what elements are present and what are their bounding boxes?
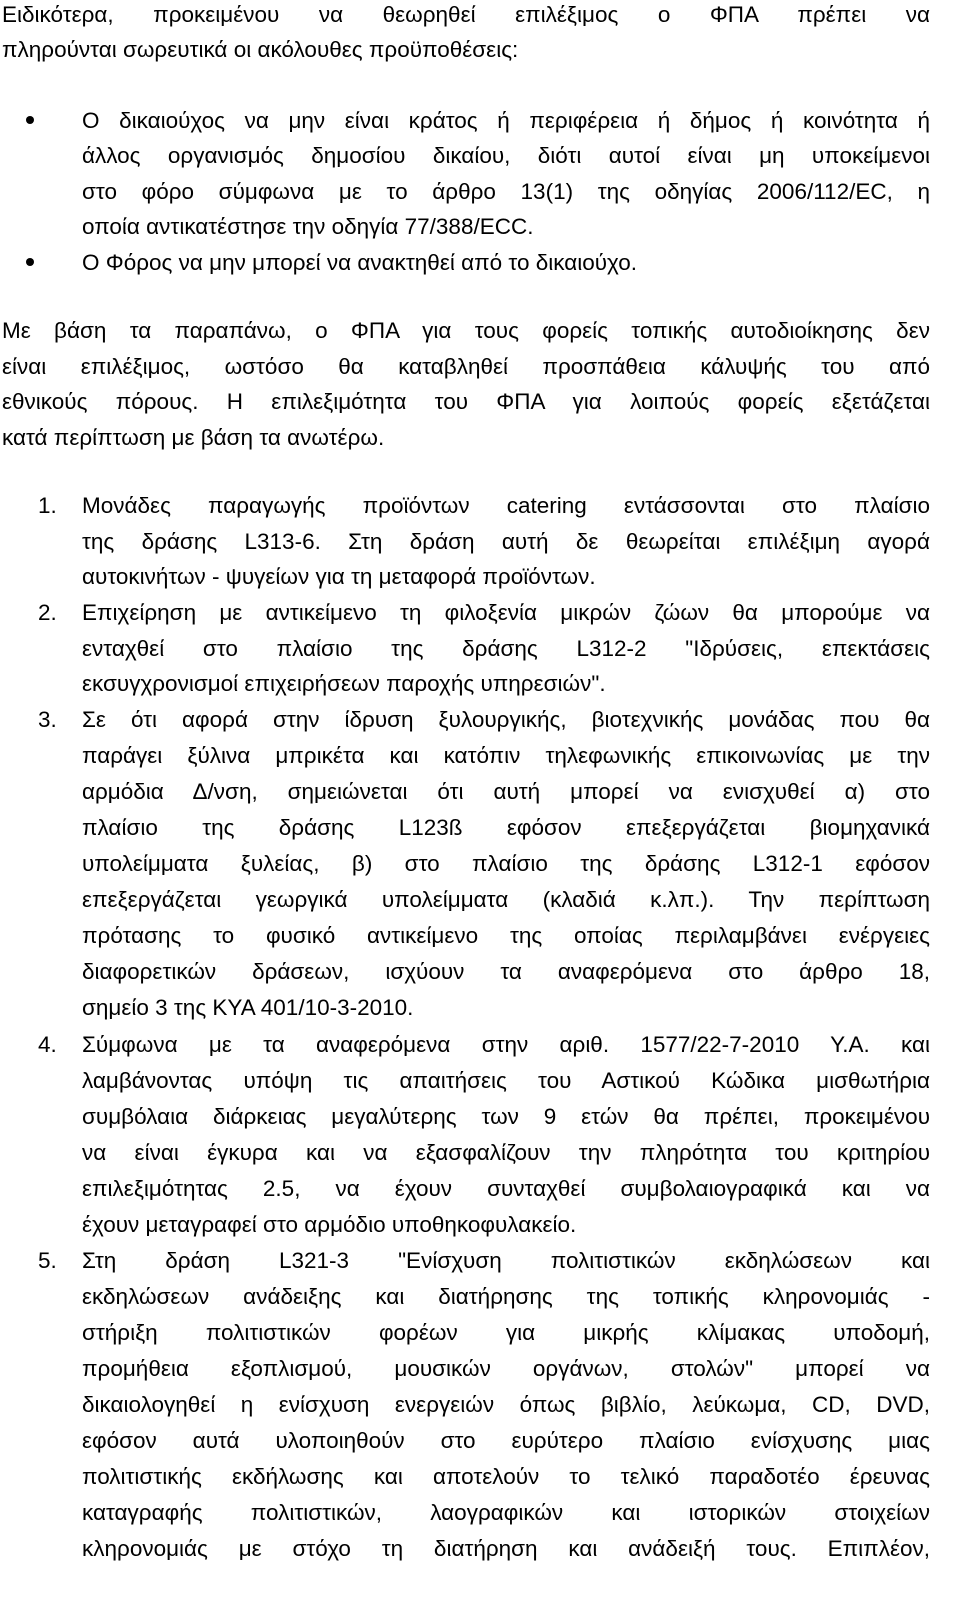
text-line: είναι επιλέξιμος, ωστόσο θα καταβληθεί προσπάθεια κάλυψής του από [2,354,930,379]
text-line: εθνικούς πόρους. Η επιλεξιμότητα του ΦΠΑ για λοιπούς φορείς εξετάζεται [2,389,930,414]
text-line: πρότασης το φυσικό αντικείμενο της οποίας περιλαμβάνει ενέργειες [82,923,930,948]
text-line: ενταχθεί στο πλαίσιο της δράσης L312-2 "Ιδρύσεις, επεκτάσεις [82,636,930,661]
text-line: Σύμφωνα με τα αναφερόμενα στην αριθ. 1577/22-7-2010 Υ.Α. και [82,1032,930,1057]
text-line: Με βάση τα παραπάνω, ο ΦΠΑ για τους φορείς τοπικής αυτοδιοίκησης δεν [2,318,930,343]
text-line: στο φόρο σύμφωνα με το άρθρο 13(1) της οδηγίας 2006/112/ΕC, η [82,179,930,204]
text-line: καταγραφής πολιτιστικών, λαογραφικών και ιστορικών στοιχείων [82,1500,930,1525]
text-line: αυτοκινήτων - ψυγείων για τη μεταφορά προϊόντων. [82,564,596,589]
text-line: πολιτιστικής εκδήλωσης και αποτελούν το τελικό παραδοτέο έρευνας [82,1464,930,1489]
text-line: επιλεξιμότητας 2.5, να έχουν συνταχθεί συμβολαιογραφικά και να [82,1176,930,1201]
text-line: Μονάδες παραγωγής προϊόντων catering εντάσσονται στο πλαίσιο [82,493,930,518]
text-line: να είναι έγκυρα και να εξασφαλίζουν την πληρότητα του κριτηρίου [82,1140,930,1165]
item-number: 1. [38,493,57,518]
text-line: κληρονομιάς με στόχο τη διατήρηση και ανάδειξή τους. Επιπλέον, [82,1536,930,1561]
text-line: λαμβάνοντας υπόψη τις απαιτήσεις του Αστικού Κώδικα μισθωτήρια [82,1068,930,1093]
text-line: σημείο 3 της ΚΥΑ 401/10-3-2010. [82,995,414,1020]
item-number: 2. [38,600,57,625]
text-line: της δράσης L313-6. Στη δράση αυτή δε θεωρείται επιλέξιμη αγορά [82,529,930,554]
text-line: Ειδικότερα, προκειμένου να θεωρηθεί επιλέξιμος ο ΦΠΑ πρέπει να [2,2,930,27]
text-line: εκδηλώσεων ανάδειξης και διατήρησης της τοπικής κληρονομιάς - [82,1284,930,1309]
text-line: άλλος οργανισμός δημοσίου δικαίου, διότι αυτοί είναι μη υποκείμενοι [82,143,930,168]
text-line: Σε ότι αφορά στην ίδρυση ξυλουργικής, βιοτεχνικής μονάδας που θα [82,707,930,732]
text-line: κατά περίπτωση με βάση τα ανωτέρω. [2,425,385,450]
item-number: 5. [38,1248,57,1273]
text-line: Στη δράση L321-3 "Ενίσχυση πολιτιστικών εκδηλώσεων και [82,1248,930,1273]
text-line: επεξεργάζεται γεωργικά υπολείμματα (κλαδιά κ.λπ.). Την περίπτωση [82,887,930,912]
text-line: Ο Φόρος να μην μπορεί να ανακτηθεί από το δικαιούχο. [82,250,638,275]
text-line: αρμόδια Δ/νση, σημειώνεται ότι αυτή μπορεί να ενισχυθεί α) στο [82,779,930,804]
item-number: 4. [38,1032,57,1057]
text-line: έχουν μεταγραφεί στο αρμόδιο υποθηκοφυλακείο. [82,1212,577,1237]
text-line: στήριξη πολιτιστικών φορέων για μικρής κλίμακας υποδομή, [82,1320,930,1345]
item-number: 3. [38,707,57,732]
text-line: πλαίσιο της δράσης L123ß εφόσον επεξεργάζεται βιομηχανικά [82,815,930,840]
text-line: Επιχείρηση με αντικείμενο τη φιλοξενία μικρών ζώων θα μπορούμε να [82,600,930,625]
text-line: παράγει ξύλινα μπρικέτα και κατόπιν τηλεφωνικής επικοινωνίας με την [82,743,930,768]
text-line: εκσυγχρονισμοί επιχειρήσεων παροχής υπηρεσιών". [82,671,606,696]
text-line: πληρούνται σωρευτικά οι ακόλουθες προϋποθέσεις: [2,37,519,62]
text-line: εφόσον αυτά υλοποιηθούν στο ευρύτερο πλαίσιο ενίσχυσης μιας [82,1428,930,1453]
text-line: υπολείμματα ξυλείας, β) στο πλαίσιο της δράσης L312-1 εφόσον [82,851,930,876]
text-line: οποία αντικατέστησε την οδηγία 77/388/ΕCC. [82,214,534,239]
text-line: διαφορετικών δράσεων, ισχύουν τα αναφερόμενα στο άρθρο 18, [82,959,930,984]
text-line: προμήθεια εξοπλισμού, μουσικών οργάνων, στολών" μπορεί να [82,1356,930,1381]
text-line: δικαιολογηθεί η ενίσχυση ενεργειών όπως βιβλίο, λεύκωμα, CD, DVD, [82,1392,930,1417]
text-line: Ο δικαιούχος να μην είναι κράτος ή περιφέρεια ή δήμος ή κοινότητα ή [82,108,930,133]
text-line: συμβόλαια διάρκειας μεγαλύτερης των 9 ετών θα πρέπει, προκειμένου [82,1104,930,1129]
